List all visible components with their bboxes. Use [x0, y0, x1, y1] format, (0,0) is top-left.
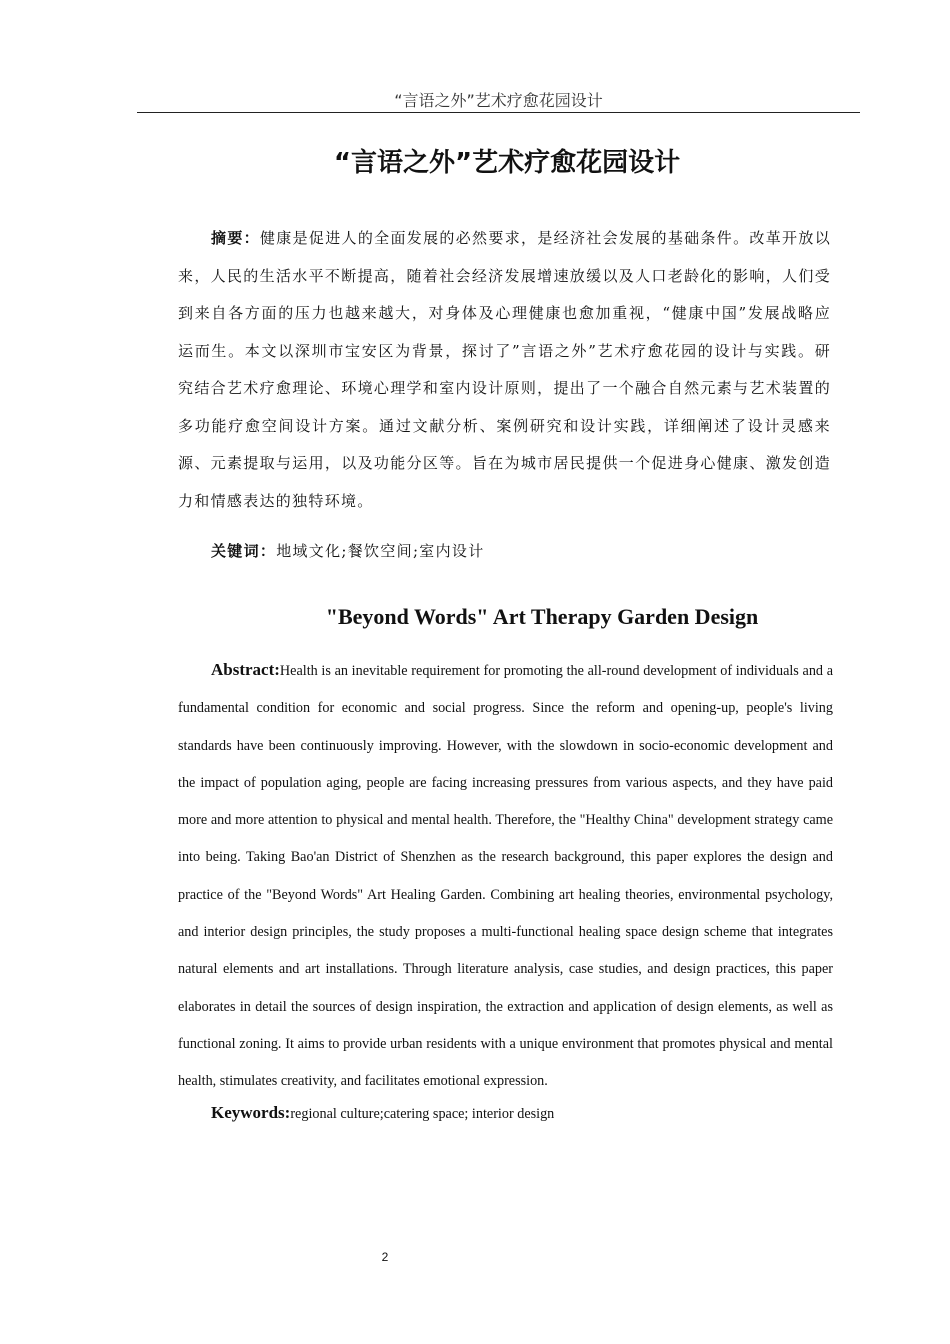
english-title: "Beyond Words" Art Therapy Garden Design: [325, 604, 759, 629]
chinese-abstract: [178, 220, 831, 520]
page-number: 2: [381, 1250, 389, 1264]
chinese-abstract-label: 摘要：: [211, 229, 260, 247]
chinese-keywords-label: 关键词：: [211, 542, 277, 560]
english-keywords-text: regional culture;catering space; interior design: [290, 1106, 555, 1122]
english-keywords-label: Keywords:: [211, 1103, 291, 1122]
english-keywords: [178, 1098, 833, 1129]
english-abstract: [178, 651, 833, 1101]
chinese-title: “言语之外”艺术疗愈花园设计: [333, 148, 681, 178]
chinese-keywords-text: 地域文化;餐饮空间;室内设计: [276, 542, 485, 560]
header-divider: [137, 112, 860, 113]
running-header: “言语之外”艺术疗愈花园设计: [394, 91, 603, 110]
english-abstract-label: Abstract:: [211, 660, 280, 679]
chinese-abstract-text: 健康是促进人的全面发展的必然要求，是经济社会发展的基础条件。改革开放以来，人民的生活水平不断提高，随着社会经济发展增速放缓以及人口老龄化的影响，人们受到来自各方面的压力也越来越大，对身体及心理健康也愈加重视，“健康中国”发展战略应运而生。本文以深圳市宝安区为背景，探讨了”言语之外”艺术疗愈花园的设计与实践。研究结合艺术疗愈理论、环境心理学和室内设计原则，提出了一个融合自然元素与艺术装置的多功能疗愈空间设计方案。通过文献分析、案例研究和设计实践，详细阐述了设计灵感来源、元素提取与运用，以及功能分区等。旨在为城市居民提供一个促进身心健康、激发创造力和情感表达的独特环境。: [178, 229, 831, 510]
chinese-keywords: [178, 536, 831, 566]
english-abstract-text: Health is an inevitable requirement for promoting the all-round development of individuals and a fundamental condition for economic and social progress. Since the reform and opening-up, people's living standards have been continuously improving. However, with the slowdown in socio-economic development and the impact of population aging, people are facing increasing pressures from various aspects, and they have paid more and more attention to physical and mental health. Therefore, the "Healthy China" development strategy came into being. Taking Bao'an District of Shenzhen as the research background, this paper explores the design and practice of the "Beyond Words" Art Healing Garden. Combining art healing theories, environmental psychology, and interior design principles, the study proposes a multi-functional healing space design scheme that integrates natural elements and art installations. Through literature analysis, case studies, and design practices, this paper elaborates in detail the sources of design inspiration, the extraction and application of design elements, as well as functional zoning. It aims to provide urban residents with a unique environment that promotes physical and mental health, stimulates creativity, and facilitates emotional expression.: [178, 663, 833, 1090]
